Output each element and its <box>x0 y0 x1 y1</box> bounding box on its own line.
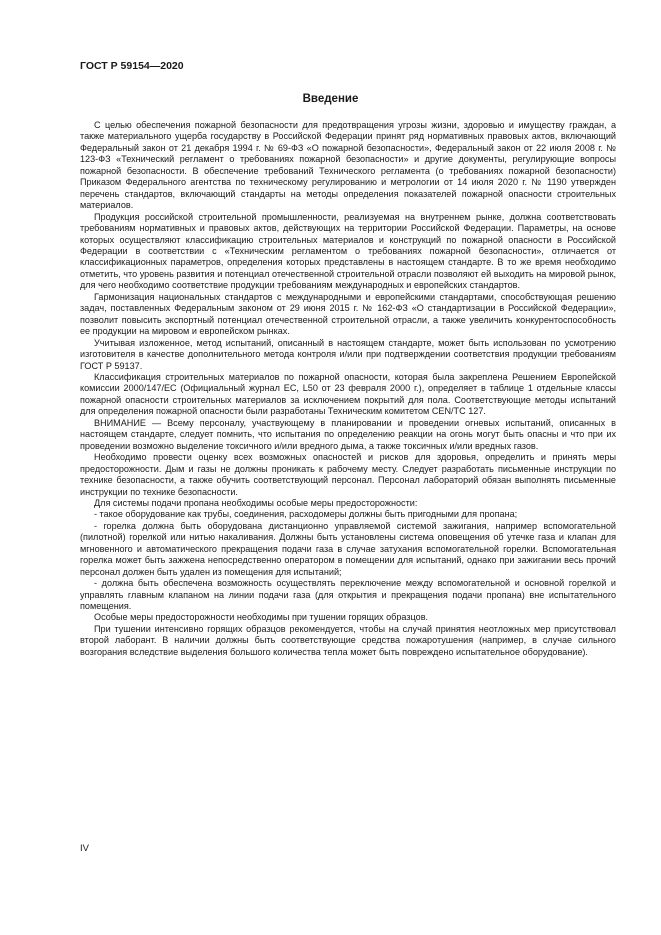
page-number: IV <box>80 843 89 854</box>
paragraph-7: Необходимо провести оценку всех возможных опасностей и рисков для здоровья, определить и принять меры предосторожности. Дым и газы не должны проникать к рабочему месту. Следует разработать письменные инструкции по технике безопасности, а также обучить соответствующий персонал. Персонал лабораторий обязан выполнять письменные инструкции по технике безопасности. <box>80 452 616 497</box>
list-item-3: - должна быть обеспечена возможность осуществлять переключение между вспомогательной и основной горелкой и управлять главным клапаном на линии подачи газа (для открытия и прекращения подачи пропана) вне испытательного помещения. <box>80 578 616 612</box>
body-text <box>80 120 616 658</box>
section-title: Введение <box>302 93 359 105</box>
paragraph-8: Для системы подачи пропана необходимы особые меры предосторожности: <box>94 497 418 508</box>
paragraph-4: Учитывая изложенное, метод испытаний, описанный в настоящем стандарте, может быть использован по усмотрению изготовителя в качестве дополнительного метода контроля и/или при подтверждении соответствия продукции требованиям ГОСТ Р 59137. <box>80 337 616 371</box>
standard-code: ГОСТ Р 59154—2020 <box>80 60 184 72</box>
warning-paragraph: ВНИМАНИЕ — Всему персоналу, участвующему в планировании и проведении огневых испытаний, описанных в настоящем стандарте, следует помнить, что испытания по определению реакции на огонь могут быть опасны и что при их проведении возможно выделение токсичного и/или вредного дыма, а также токсичных и/или вредных газов. <box>80 417 616 451</box>
paragraph-3: Гармонизация национальных стандартов с международными и европейскими стандартами, способствующая решению задач, поставленных Федеральным законом от 29 июня 2015 г. № 162-ФЗ «О стандартизации в Российской Федерации», позволит повысить экспортный потенциал отечественной строительной отрасли, а также увеличить конкурентоспособность ее продукции на мировом и европейском рынках. <box>80 291 616 337</box>
paragraph-1: С целью обеспечения пожарной безопасности для предотвращения угрозы жизни, здоровью и имуществу граждан, а также материального ущерба государству в Российской Федерации принят ряд нормативных правовых актов, включающий Федеральный закон от 21 декабря 1994 г. № 69-ФЗ «О пожарной безопасности», Федеральный закон от 22 июля 2008 г. № 123-ФЗ «Технический регламент о требованиях пожарной безопасности» и другие документы, регулирующие вопросы пожарной безопасности. В обеспечение требований Технического регламента (о требованиях пожарной безопасности) Приказом Федерального агентства по техническому регулированию и метрологии от 14 июля 2020 г. № 1190 утвержден перечень стандартов, включающий стандарты на методы определения показателей пожарной опасности строительных материалов. <box>80 120 616 211</box>
paragraph-5: Классификация строительных материалов по пожарной опасности, которая была закреплена Решением Европейской комиссии 2000/147/ЕС (Официальный журнал ЕС, L50 от 23 февраля 2000 г.), определяет в таблице 1 отдельные классы пожарной опасности строительных материалов за исключением покрытий для пола. Соответствующие методы испытаний для определения пожарной опасности были разработаны Техническим комитетом CEN/TC 127. <box>80 371 616 417</box>
paragraph-2: Продукция российской строительной промышленности, реализуемая на внутреннем рынке, должна соответствовать требованиям нормативных и правовых актов, действующих на территории Российской Федерации. Параметры, на основе которых осуществляют классификацию строительных материалов и конструкций по пожарной опасности в Российской Федерации в соответствии с «Техническим регламентом о требованиях пожарной безопасности», отличается от классификационных параметров, определения которых представлены в настоящем стандарте. В то же время необходимо отметить, что уровень развития и потенциал отечественной строительной отрасли позволяют ей выходить на мировой рынок, для чего необходимо соответствие продукции требованиям международных и европейских стандартов. <box>80 211 616 291</box>
list-item-2: - горелка должна быть оборудована дистанционно управляемой системой зажигания, например вспомогательной (пилотной) горелкой или нитью накаливания. Должны быть установлены система оповещения об утечке газа и клапан для мгновенного и автоматического прекращения подачи газа в случае затухания вспомогательной горелки. Вспомогательная горелка может быть зажжена непосредственно оператором в помещении для испытаний, однако при зажигании весь прочий персонал должен быть удален из помещения для испытаний; <box>80 520 616 577</box>
list-item-1: - такое оборудование как трубы, соединения, расходомеры должны быть пригодными для пропана; <box>94 509 518 520</box>
paragraph-12: Особые меры предосторожности необходимы при тушении горящих образцов. <box>94 612 429 623</box>
paragraph-13: При тушении интенсивно горящих образцов рекомендуется, чтобы на случай принятия неотложных мер присутствовал второй лаборант. В наличии должны быть соответствующие средства пожаротушения (например, в случае сильного возгорания вследствие выделения большого количества тепла может быть повреждено испытательное оборудование). <box>80 623 616 657</box>
